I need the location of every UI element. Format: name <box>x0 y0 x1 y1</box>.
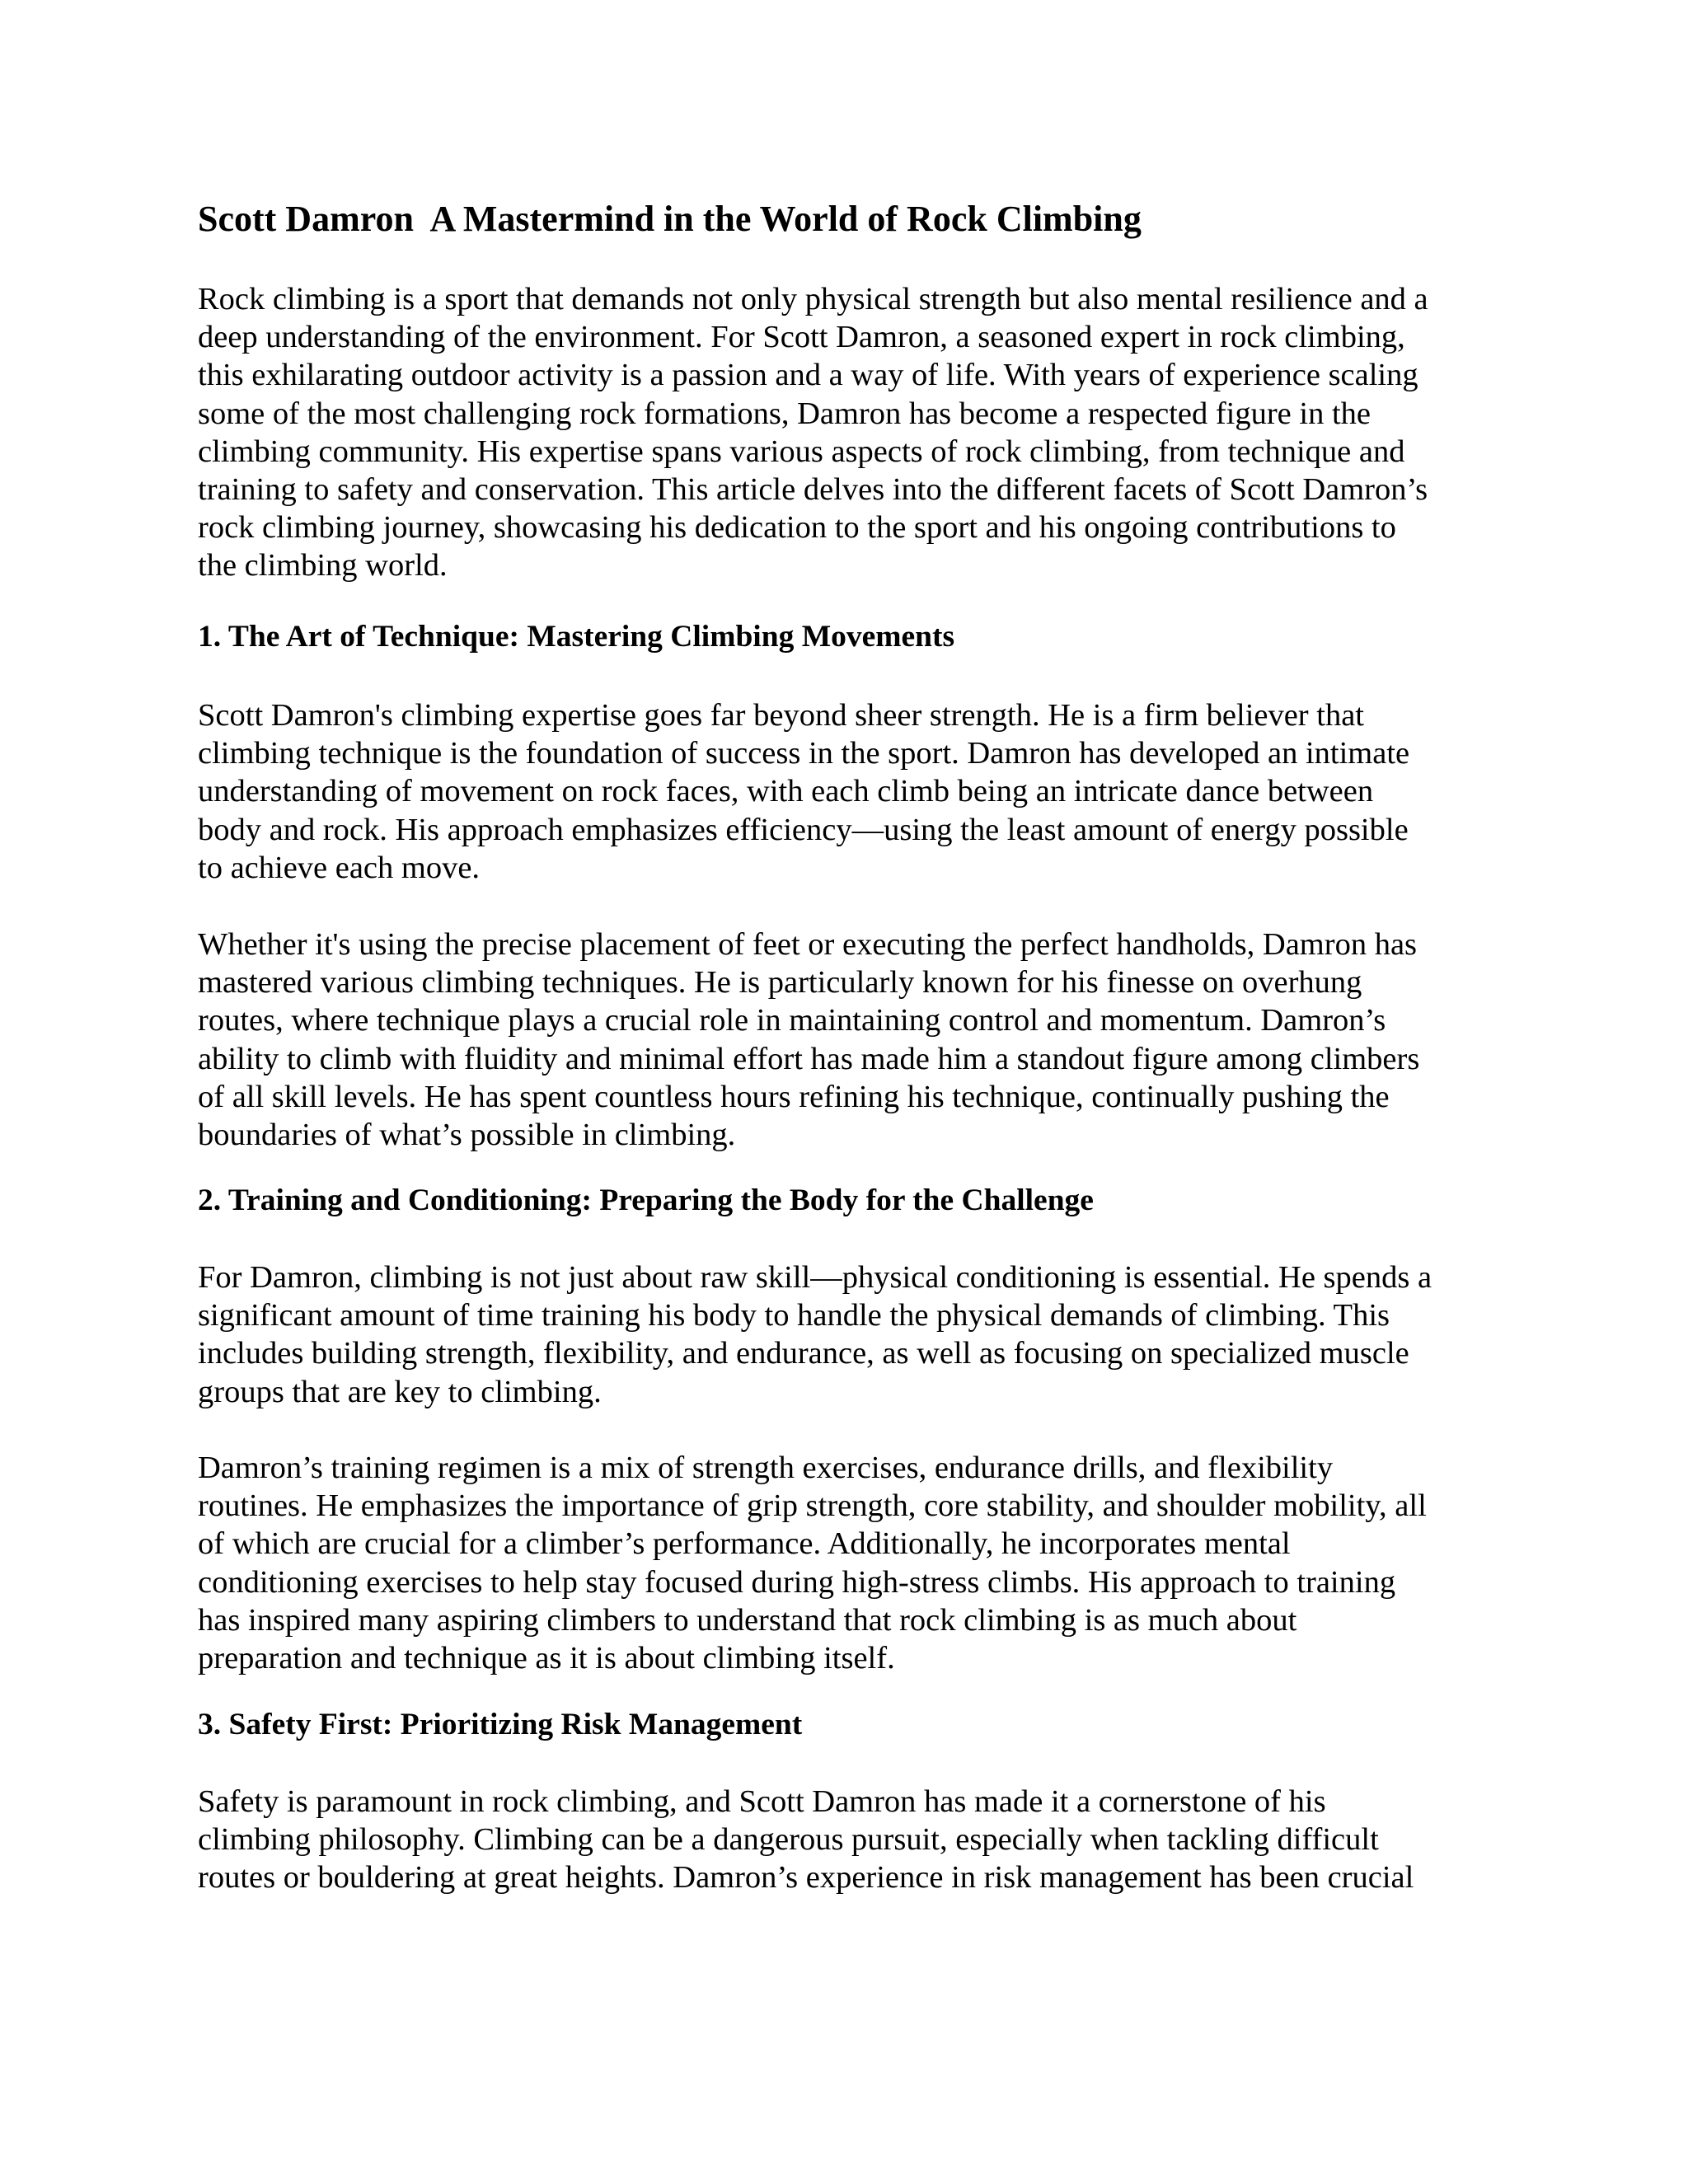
text-line: significant amount of time training his body to handle the physical demands of climbing. This <box>198 1298 1390 1333</box>
text-line: mastered various climbing techniques. He is particularly known for his finesse on overhung <box>198 965 1362 1001</box>
text-line: boundaries of what’s possible in climbing. <box>198 1118 736 1153</box>
text-line: to achieve each move. <box>198 850 481 885</box>
text-line: groups that are key to climbing. <box>198 1374 602 1409</box>
text-line: has inspired many aspiring climbers to understand that rock climbing is as much about <box>198 1602 1297 1638</box>
text-line: conditioning exercises to help stay focused during high-stress climbs. His approach to training <box>198 1564 1396 1600</box>
intro-paragraph <box>198 280 1428 585</box>
section-heading-training: 2. Training and Conditioning: Preparing the Body for the Challenge <box>198 1183 1094 1217</box>
technique-paragraph-1 <box>198 696 1409 887</box>
text-line: Damron’s training regimen is a mix of strength exercises, endurance drills, and flexibility <box>198 1451 1334 1485</box>
text-line: the climbing world. <box>198 548 448 583</box>
text-line: routines. He emphasizes the importance of grip strength, core stability, and shoulder mobility, all <box>198 1488 1427 1524</box>
text-line: climbing technique is the foundation of success in the sport. Damron has developed an intimate <box>198 736 1410 771</box>
safety-paragraph-1 <box>198 1783 1414 1897</box>
text-line: preparation and technique as it is about climbing itself. <box>198 1641 895 1676</box>
text-line: deep understanding of the environment. For Scott Damron, a seasoned expert in rock climbing, <box>198 320 1405 355</box>
text-line: For Damron, climbing is not just about raw skill—physical conditioning is essential. He spends a <box>198 1260 1432 1295</box>
text-line: training to safety and conservation. This article delves into the different facets of Scott Damron’s <box>198 472 1428 508</box>
text-line: climbing community. His expertise spans various aspects of rock climbing, from technique and <box>198 434 1405 469</box>
text-line: Safety is paramount in rock climbing, and Scott Damron has made it a cornerstone of his <box>198 1784 1326 1819</box>
text-line: Rock climbing is a sport that demands not only physical strength but also mental resilience and a <box>198 282 1428 316</box>
section-heading-technique: 1. The Art of Technique: Mastering Climbing Movements <box>198 620 955 654</box>
text-line: of which are crucial for a climber’s performance. Additionally, he incorporates mental <box>198 1526 1291 1562</box>
text-line: this exhilarating outdoor activity is a passion and a way of life. With years of experience scaling <box>198 358 1418 393</box>
text-line: Whether it's using the precise placement of feet or executing the perfect handholds, Damron has <box>198 927 1418 962</box>
text-line: includes building strength, flexibility, and endurance, as well as focusing on specialized muscle <box>198 1336 1409 1371</box>
technique-paragraph-2 <box>198 926 1419 1154</box>
text-line: Scott Damron's climbing expertise goes far beyond sheer strength. He is a firm believer that <box>198 698 1364 733</box>
text-line: routes, where technique plays a crucial role in maintaining control and momentum. Damron’s <box>198 1003 1386 1038</box>
text-line: of all skill levels. He has spent countless hours refining his technique, continually pushing the <box>198 1079 1390 1114</box>
text-line: climbing philosophy. Climbing can be a dangerous pursuit, especially when tackling difficult <box>198 1822 1379 1858</box>
text-line: understanding of movement on rock faces, with each climb being an intricate dance between <box>198 774 1374 809</box>
training-paragraph-1 <box>198 1258 1432 1411</box>
text-line: some of the most challenging rock formations, Damron has become a respected figure in the <box>198 396 1371 431</box>
text-line: routes or bouldering at great heights. Damron’s experience in risk management has been crucial <box>198 1860 1414 1896</box>
text-line: rock climbing journey, showcasing his dedication to the sport and his ongoing contributions to <box>198 510 1396 546</box>
training-paragraph-2 <box>198 1449 1427 1677</box>
document-title: Scott Damron A Mastermind in the World of Rock Climbing <box>198 199 1142 239</box>
section-heading-safety: 3. Safety First: Prioritizing Risk Management <box>198 1708 803 1741</box>
text-line: body and rock. His approach emphasizes efficiency—using the least amount of energy possible <box>198 812 1409 847</box>
text-line: ability to climb with fluidity and minimal effort has made him a standout figure among climbers <box>198 1041 1420 1076</box>
